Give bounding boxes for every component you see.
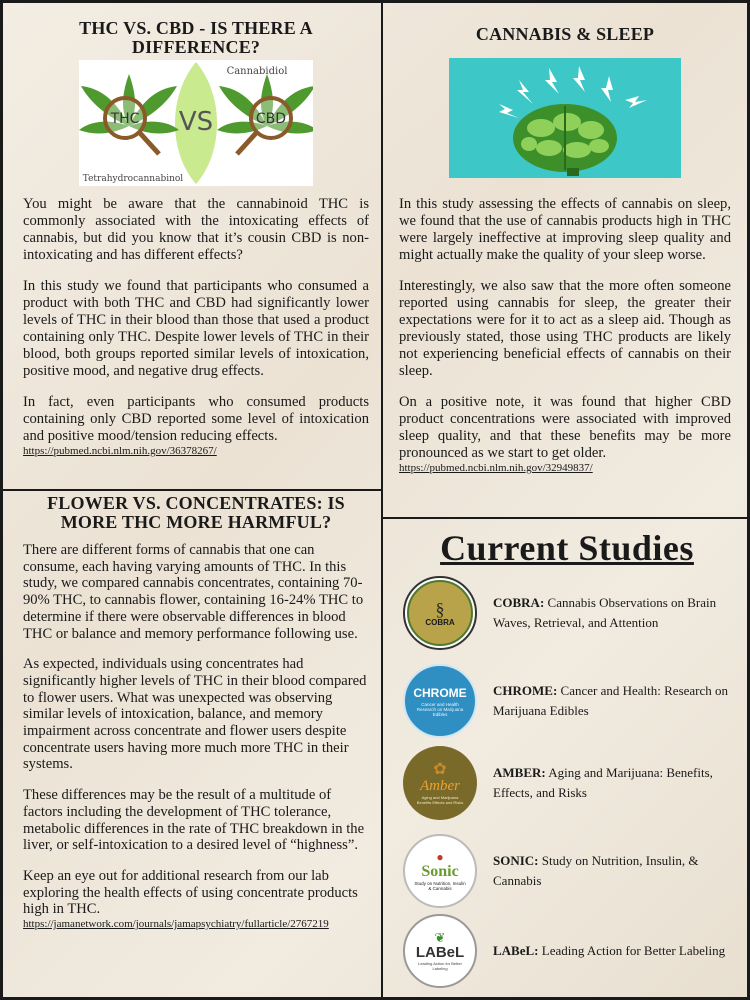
thc-caption: Tetrahydrocannabinol xyxy=(82,174,184,184)
thc-cbd-paragraph-2: In this study we found that participants who consumed a product with both THC and CBD had significantly lower levels of THC in their blood than those that used a product containing only THC. Despite lower levels of THC in their blood, both groups reported similar levels of intoxication, positive mood, and negative drug effects. xyxy=(23,278,369,379)
study-chrome[interactable] xyxy=(403,663,748,739)
cobra-logo xyxy=(403,576,477,650)
amber-logo xyxy=(403,746,477,820)
thc-vs-cbd-heading: THC VS. CBD - IS THERE A DIFFERENCE? xyxy=(79,18,313,57)
sonic-logo-text: Sonic xyxy=(421,863,459,880)
right-section-divider xyxy=(383,517,750,519)
amber-logo-subtext: Aging and Marijuana Benefits Effects and Risks xyxy=(416,794,464,805)
cobra-description xyxy=(493,593,748,633)
flower-paragraph-4: Keep an eye out for additional research from our lab exploring the health effects of using concentrate products high in THC. xyxy=(23,867,358,918)
study-amber[interactable] xyxy=(403,745,748,821)
sleep-paragraph-1: In this study assessing the effects of cannabis on sleep, we found that the use of cannabis products high in THC were largely ineffective at improving sleep quality and might actually make the quality of your sleep worse. xyxy=(399,196,731,263)
cobra-snake-icon: § xyxy=(435,598,445,619)
sonic-logo-subtext: Study on Nutrition, Insulin & Cannabis xyxy=(414,881,466,891)
sonic-apple-icon: ● xyxy=(436,850,444,864)
amber-leaf-icon: ✿ xyxy=(433,760,447,778)
chrome-desc: Cancer and Health: Research on Marijuana Edibles xyxy=(493,683,729,718)
thc-cbd-study-link[interactable]: https://pubmed.ncbi.nlm.nih.gov/36378267/ xyxy=(23,445,217,457)
flower-paragraph-2: As expected, individuals using concentrates had significantly higher levels of THC in their blood compared to flower users. What was unexpected was observing similar levels of intoxication, balance, and memory impairment across concentrate and flower users despite concentrate users having more much more THC in their systems. xyxy=(23,656,367,773)
brain-illustration xyxy=(449,58,681,178)
thc-cbd-paragraph-3: In fact, even participants who consumed products containing only CBD reported some level of intoxication and positive mood/tension reducing effects. xyxy=(23,394,369,444)
chrome-logo-text: CHROME xyxy=(413,685,467,700)
thc-cbd-paragraph-1: You might be aware that the cannabinoid THC is commonly associated with the intoxicating effects of cannabis, but did you know that it’s cousin CBD is non-intoxicating and has different effects? xyxy=(23,196,369,263)
label-desc: Leading Action for Better Labeling xyxy=(541,943,726,958)
amber-name: AMBER: xyxy=(493,765,546,780)
amber-logo-text: Amber xyxy=(420,777,460,794)
thc-label: THC xyxy=(110,111,140,127)
label-leaf-icon: ❦ xyxy=(434,930,446,945)
cobra-desc: Cannabis Observations on Brain Waves, Retrieval, and Attention xyxy=(493,595,717,630)
chrome-logo xyxy=(403,664,477,738)
label-logo-text: LABeL xyxy=(415,944,465,961)
sonic-description xyxy=(493,851,748,891)
cobra-name: COBRA: xyxy=(493,595,545,610)
flower-vs-concentrates-heading: FLOWER VS. CONCENTRATES: IS MORE THC MORE HARMFUL? xyxy=(47,493,345,532)
vs-label: VS xyxy=(178,107,214,137)
chrome-description xyxy=(493,681,748,721)
cannabis-sleep-heading: CANNABIS & SLEEP xyxy=(475,24,655,44)
thc-vs-cbd-section xyxy=(23,19,369,457)
flower-paragraph-1: There are different forms of cannabis that one can consume, each having varying amounts of THC. In this study, we compared cannabis concentrates, containing 70-90% THC, to cannabis flower, containing 16-24% THC to determine if there were observable differences in blood THC or balance and memory performance following use. xyxy=(23,542,364,642)
thc-cbd-leaves-graphic xyxy=(79,60,313,186)
sonic-logo xyxy=(403,834,477,908)
cbd-label: CBD xyxy=(255,111,287,127)
sonic-name: SONIC: xyxy=(493,853,539,868)
study-sonic[interactable] xyxy=(403,833,748,909)
sleep-study-link[interactable]: https://pubmed.ncbi.nlm.nih.gov/32949837/ xyxy=(399,462,593,474)
amber-description xyxy=(493,763,748,803)
amber-desc: Aging and Marijuana: Benefits, Effects, and Risks xyxy=(493,765,713,800)
current-studies-title: Current Studies xyxy=(440,528,694,568)
sonic-desc: Study on Nutrition, Insulin, & Cannabis xyxy=(493,853,699,888)
label-name: LABeL: xyxy=(493,943,539,958)
label-description xyxy=(493,941,725,961)
thc-vs-cbd-illustration xyxy=(79,60,313,186)
chrome-logo-subtext: Cancer and Health Research on Marijuana Edibles xyxy=(416,701,464,717)
brain-graphic xyxy=(449,58,681,178)
label-logo-subtext: Leading Action for Better Labeling xyxy=(418,961,462,971)
flower-study-link[interactable]: https://jamanetwork.com/journals/jamapsychiatry/fullarticle/2767219 xyxy=(23,918,329,931)
cannabis-sleep-section xyxy=(399,25,731,474)
current-studies-section xyxy=(389,527,745,997)
flower-paragraph-3: These differences may be the result of a multitude of factors including the development of THC tolerance, metabolic differences in the rate of THC breakdown in the liver, or self-intoxication to a desired level of “highness”. xyxy=(23,787,365,854)
study-label[interactable] xyxy=(403,913,748,989)
flower-vs-concentrates-section xyxy=(23,494,369,930)
study-cobra[interactable] xyxy=(403,575,748,651)
sleep-paragraph-3: On a positive note, it was found that higher CBD product concentrations were associated with improved sleep quality, and that these benefits may be more pronounced as we start to get older. xyxy=(399,394,731,461)
cobra-logo-text: COBRA xyxy=(425,617,455,627)
left-section-divider xyxy=(3,489,381,491)
cannabidiol-caption: Cannabidiol xyxy=(226,66,288,77)
label-logo xyxy=(403,914,477,988)
chrome-name: CHROME: xyxy=(493,683,558,698)
column-divider xyxy=(381,3,383,1000)
sleep-paragraph-2: Interestingly, we also saw that the more often someone reported using cannabis for sleep, the greater their expectations were for it to act as a sleep aid. Though as previously stated, those using THC products are likely not experiencing beneficial effects of cannabis on their sleep. xyxy=(399,278,731,379)
